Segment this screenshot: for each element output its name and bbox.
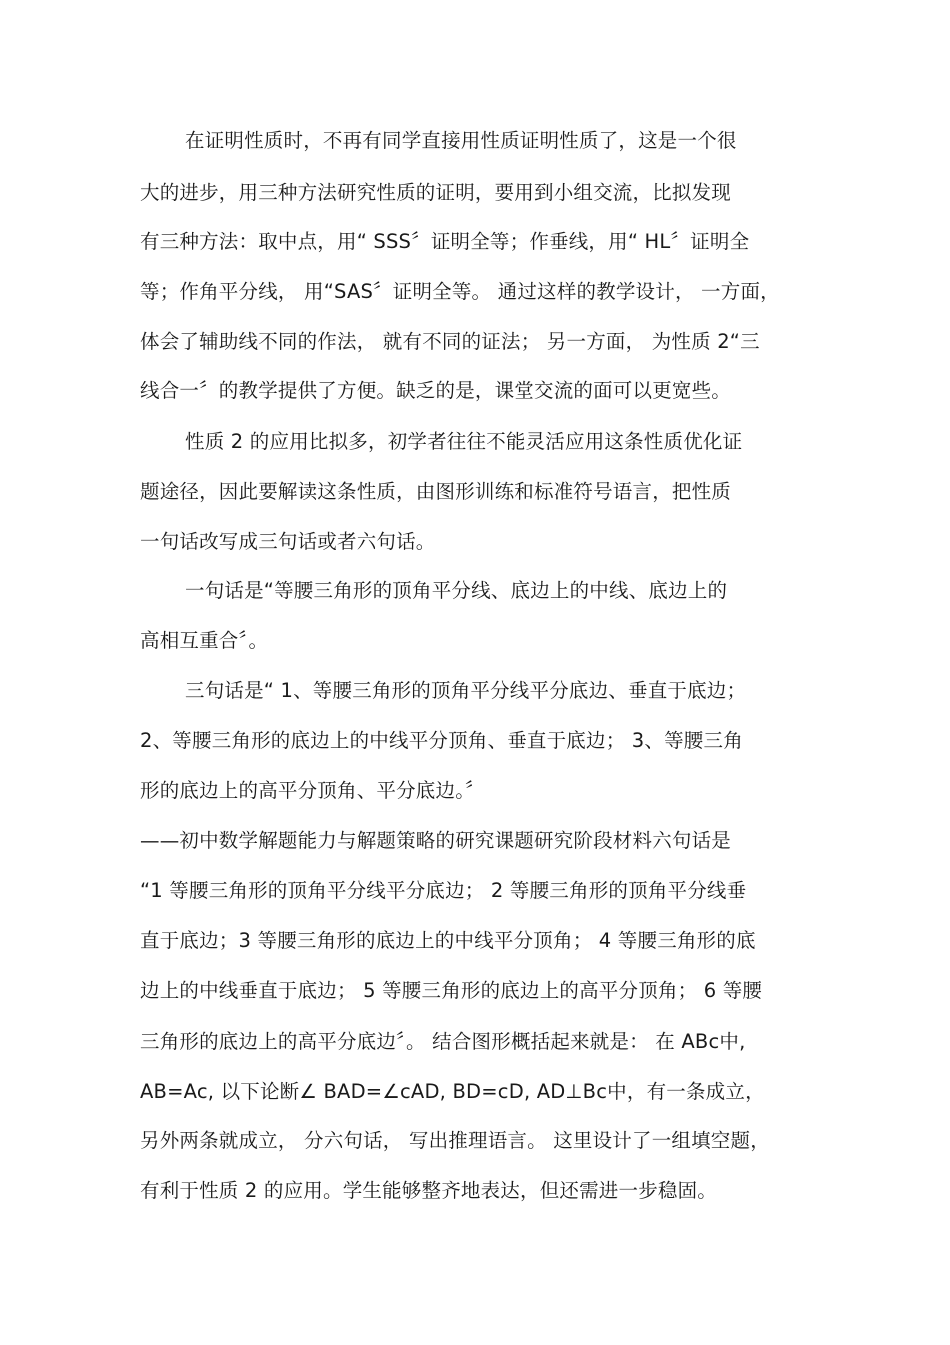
paragraph-line: 体会了辅助线不同的作法， 就有不同的证法； 另一方面， 为性质 2“三: [140, 330, 760, 353]
paragraph-line: AB=Ac, 以下论断∠ BAD=∠cAD, BD=cD, AD⊥Bc中，有一条成立，: [140, 1080, 765, 1103]
paragraph-line: ——初中数学解题能力与解题策略的研究课题研究阶段材料六句话是: [140, 829, 732, 852]
paragraph-line: 一句话改写成三句话或者六句话。: [140, 530, 436, 553]
paragraph-line: 有利于性质 2 的应用。学生能够整齐地表达，但还需进一步稳固。: [140, 1179, 718, 1202]
paragraph-line: 大的进步，用三种方法研究性质的证明，要用到小组交流，比拟发现: [140, 181, 732, 204]
paragraph-line: 直于底边；3 等腰三角形的底边上的中线平分顶角； 4 等腰三角形的底: [140, 929, 756, 952]
paragraph-line: 等；作角平分线， 用“SAS〞证明全等。 通过这样的教学设计， 一方面，: [140, 280, 780, 303]
paragraph-line: 性质 2 的应用比拟多，初学者往往不能灵活应用这条性质优化证: [185, 430, 743, 453]
paragraph-line: 形的底边上的高平分顶角、平分底边。〞: [140, 779, 485, 802]
paragraph-line: 一句话是“等腰三角形的顶角平分线、底边上的中线、底边上的: [185, 579, 728, 602]
paragraph-line: 题途径，因此要解读这条性质，由图形训练和标准符号语言，把性质: [140, 480, 732, 503]
paragraph-line: 边上的中线垂直于底边； 5 等腰三角形的底边上的高平分顶角； 6 等腰: [140, 979, 763, 1002]
paragraph-line: “1 等腰三角形的顶角平分线平分底边； 2 等腰三角形的顶角平分线垂: [140, 879, 747, 902]
paragraph-line: 线合一〞的教学提供了方便。缺乏的是，课堂交流的面可以更宽些。: [140, 379, 732, 402]
paragraph-line: 有三种方法：取中点，用“ SSS〞证明全等；作垂线，用“ HL〞证明全: [140, 230, 750, 253]
paragraph-line: 在证明性质时，不再有同学直接用性质证明性质了，这是一个很: [185, 129, 737, 152]
paragraph-line: 另外两条就成立， 分六句话， 写出推理语言。 这里设计了一组填空题，: [140, 1129, 770, 1152]
paragraph-line: 高相互重合〞。: [140, 629, 269, 652]
paragraph-line: 三角形的底边上的高平分底边〞。 结合图形概括起来就是： 在 ABc中,: [140, 1030, 746, 1053]
paragraph-line: 三句话是“ 1、等腰三角形的顶角平分线平分底边、垂直于底边；: [185, 679, 747, 702]
paragraph-line: 2、等腰三角形的底边上的中线平分顶角、垂直于底边； 3、等腰三角: [140, 729, 743, 752]
